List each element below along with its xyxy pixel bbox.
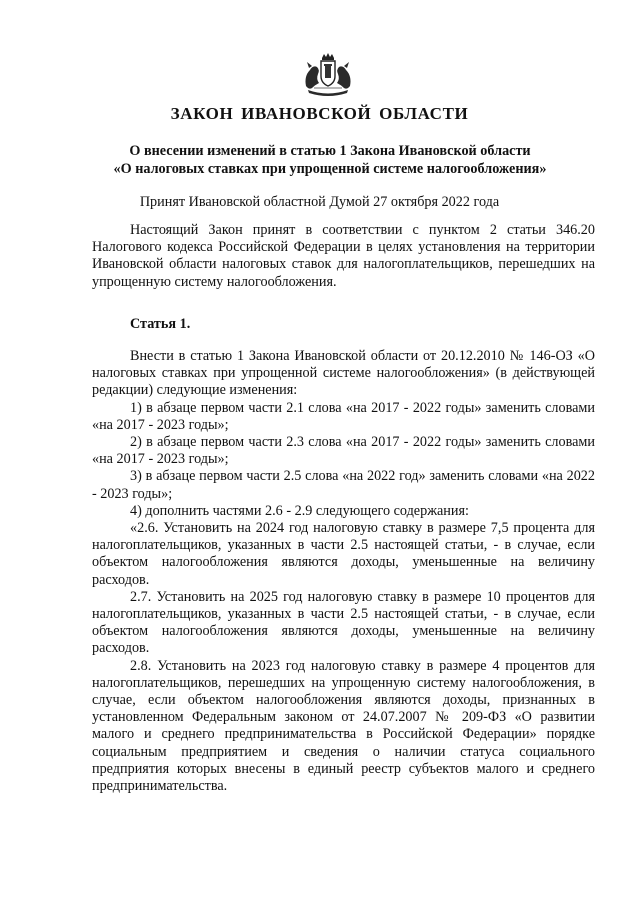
- coat-of-arms-icon: [300, 52, 356, 98]
- article-paragraph: 4) дополнить частями 2.6 - 2.9 следующего содержания:: [130, 502, 469, 519]
- subtitle-line: «О налоговых ставках при упрощенной системе налогообложения»: [113, 161, 547, 177]
- article-body: [92, 348, 595, 795]
- intro-section: [92, 222, 595, 291]
- article-paragraph: 2) в абзаце первом части 2.3 слова «на 2017 - 2022 годы» заменить словами «на 2017 - 2023 годы»;: [92, 434, 595, 468]
- article-paragraph: 1) в абзаце первом части 2.1 слова «на 2017 - 2022 годы» заменить словами «на 2017 - 2023 годы»;: [92, 399, 595, 433]
- article-paragraph: Внести в статью 1 Закона Ивановской области от 20.12.2010 № 146-ОЗ «О налоговых ставках при упрощенной системе налогообложения» (в действующей редакции) следующие изменения:: [92, 348, 595, 399]
- adoption-date: Принят Ивановской областной Думой 27 октября 2022 года: [139, 194, 500, 210]
- article-paragraph: 2.8. Установить на 2023 год налоговую ставку в размере 4 процентов для налогоплательщиков, перешедших на упрощенную систему налогообложения, в случае, если объектом налогообложения являются доходы, признанных в установленном Федеральным законом от 24.07.2007 № 209-ФЗ «О развитии малого и среднего предпринимательства в Российской Федерации» порядке социальным предприятием и сведения о наличии статуса социального предприятия которых внесены в единый реестр субъектов малого и среднего предпринимательства.: [92, 657, 595, 795]
- law-subtitle: [70, 142, 590, 178]
- article-paragraph: 3) в абзаце первом части 2.5 слова «на 2022 год» заменить словами «на 2022 - 2023 годы»;: [92, 468, 595, 502]
- article-paragraph: 2.7. Установить на 2025 год налоговую ставку в размере 10 процентов для налогоплательщиков, указанных в части 2.5 настоящей статьи, - в случае, если объектом налогообложения являются доходы, уменьшенные на величину расходов.: [92, 588, 595, 657]
- article-paragraph: «2.6. Установить на 2024 год налоговую ставку в размере 7,5 процента для налогоплательщиков, указанных в части 2.5 настоящей статьи, - в случае, если объектом налогообложения являются доходы, уменьшенные на величину расходов.: [92, 520, 595, 588]
- article-heading: Статья 1.: [130, 316, 191, 332]
- law-title: ЗАКОН ИВАНОВСКОЙ ОБЛАСТИ: [170, 104, 469, 123]
- intro-paragraph: Настоящий Закон принят в соответствии с пунктом 2 статьи 346.20 Налогового кодекса Российской Федерации в целях установления на территории Ивановской области налоговых ставок для налогоплательщиков, перешедших на упрощенную систему налогообложения.: [92, 222, 595, 290]
- subtitle-line: О внесении изменений в статью 1 Закона Ивановской области: [129, 143, 531, 159]
